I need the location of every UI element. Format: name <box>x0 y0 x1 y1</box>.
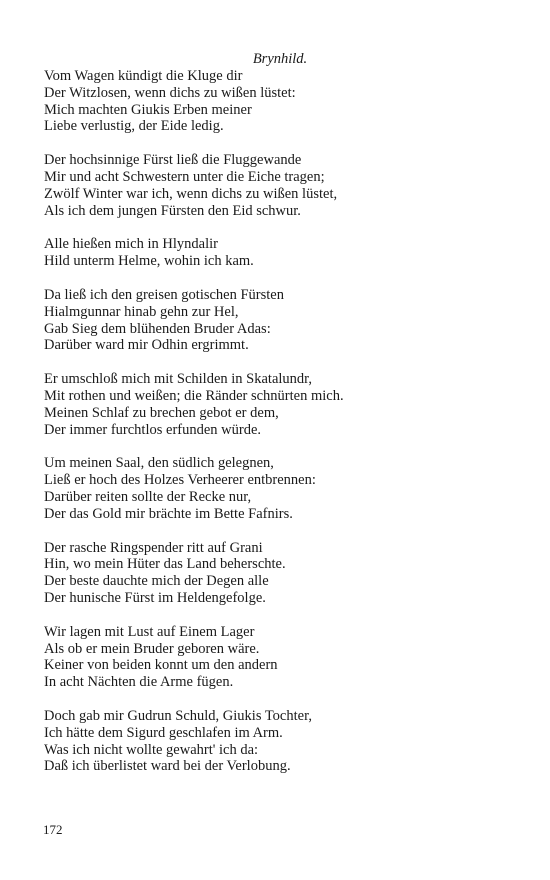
verse-line: Da ließ ich den greisen gotischen Fürsten <box>44 286 284 303</box>
verse-line: Hialmgunnar hinab gehn zur Hel, <box>44 303 239 320</box>
stanza <box>44 455 544 522</box>
verse-line: Darüber ward mir Odhin ergrimmt. <box>44 337 249 354</box>
verse-line: Ließ er hoch des Holzes Verheerer entbrennen: <box>44 472 316 489</box>
verse-line: Zwölf Winter war ich, wenn dichs zu wißen lüstet, <box>44 185 338 202</box>
speaker-heading: Brynhild. <box>252 51 308 67</box>
stanza <box>44 236 544 270</box>
poem-body <box>44 68 544 792</box>
verse-line: Der beste dauchte mich der Degen alle <box>44 573 269 590</box>
verse-line: Gab Sieg dem blühenden Bruder Adas: <box>44 320 271 337</box>
verse-line: Um meinen Saal, den südlich gelegnen, <box>44 455 274 472</box>
verse-line: Daß ich überlistet ward bei der Verlobung. <box>44 758 291 775</box>
verse-line: Als ich dem jungen Fürsten den Eid schwur. <box>44 202 301 219</box>
verse-line: Hin, wo mein Hüter das Land beherschte. <box>44 556 286 573</box>
stanza <box>44 708 544 775</box>
verse-line: Hild unterm Helme, wohin ich kam. <box>44 253 254 270</box>
verse-line: Der rasche Ringspender ritt auf Grani <box>44 539 263 556</box>
verse-line: Mich machten Giukis Erben meiner <box>44 101 252 118</box>
verse-line: Er umschloß mich mit Schilden in Skatalundr, <box>44 371 313 388</box>
stanza <box>44 152 544 219</box>
verse-line: Der hunische Fürst im Heldengefolge. <box>44 589 266 606</box>
verse-line: In acht Nächten die Arme fügen. <box>44 674 234 691</box>
stanza <box>44 540 544 607</box>
verse-line: Mit rothen und weißen; die Ränder schnürten mich. <box>44 387 344 404</box>
verse-line: Der Witzlosen, wenn dichs zu wißen lüstet: <box>44 84 296 101</box>
verse-line: Meinen Schlaf zu brechen gebot er dem, <box>44 404 279 421</box>
stanza <box>44 371 544 438</box>
verse-line: Liebe verlustig, der Eide ledig. <box>44 118 224 135</box>
verse-line: Der hochsinnige Fürst ließ die Fluggewande <box>44 152 302 169</box>
verse-line: Vom Wagen kündigt die Kluge dir <box>44 68 243 84</box>
verse-line: Keiner von beiden konnt um den andern <box>44 657 278 674</box>
stanza <box>44 68 544 135</box>
verse-line: Als ob er mein Bruder geboren wäre. <box>44 640 260 657</box>
verse-line: Ich hätte dem Sigurd geschlafen im Arm. <box>44 724 283 741</box>
stanza <box>44 287 544 354</box>
verse-line: Darüber reiten sollte der Recke nur, <box>44 488 252 505</box>
stanza <box>44 624 544 691</box>
page-number: 172 <box>43 822 63 837</box>
verse-line: Mir und acht Schwestern unter die Eiche tragen; <box>44 168 325 185</box>
verse-line: Alle hießen mich in Hlyndalir <box>44 236 218 253</box>
verse-line: Der das Gold mir brächte im Bette Fafnirs. <box>44 505 293 522</box>
verse-line: Wir lagen mit Lust auf Einem Lager <box>44 623 255 640</box>
verse-line: Was ich nicht wollte gewahrt' ich da: <box>44 741 259 758</box>
verse-line: Doch gab mir Gudrun Schuld, Giukis Tochter, <box>44 707 312 724</box>
verse-line: Der immer furchtlos erfunden würde. <box>44 421 262 438</box>
